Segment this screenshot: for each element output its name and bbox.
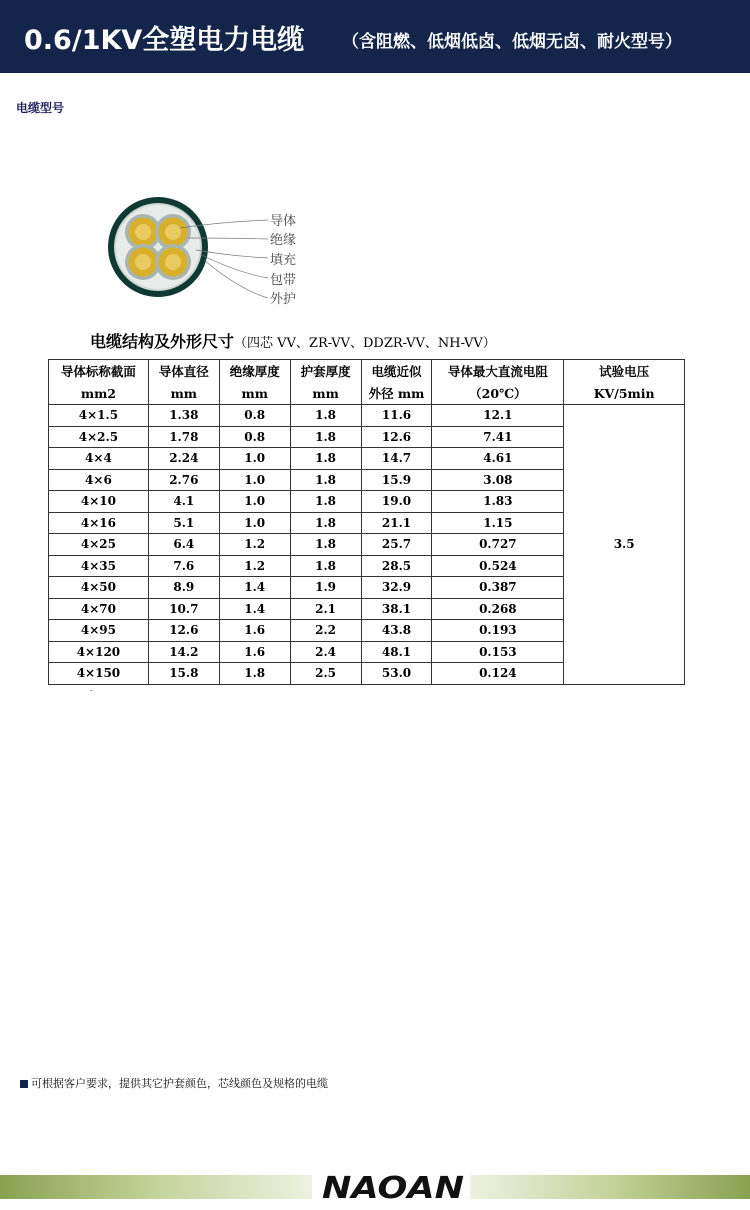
table-title-text: 电缆结构及外形尺寸 [90,332,235,351]
column-header: 绝缘厚度 [219,360,290,383]
footer-bar-right [470,1175,750,1199]
table-cell: 4×4 [49,448,149,470]
table-cell: 14.2 [148,641,219,663]
table-row [49,405,685,427]
diagram-label-insulation: 绝缘 [270,233,297,248]
table-cell: 4×1.5 [49,405,149,427]
footer-bar-left [0,1175,312,1199]
table-header-row [49,382,685,405]
diagram-label-conductor: 导体 [270,214,297,229]
table-cell: 0.727 [432,534,564,556]
table-cell: 1.8 [290,405,361,427]
table-cell: 4.61 [432,448,564,470]
brand-logo [318,1164,468,1208]
table-cell: 1.83 [432,491,564,513]
footnote [20,1075,328,1091]
column-header: mm2 [49,382,149,405]
table-cell: 11.6 [361,405,432,427]
table-cell: 1.8 [290,426,361,448]
table-cell: 3.08 [432,469,564,491]
table-cell: 7.6 [148,555,219,577]
table-cell: 0.387 [432,577,564,599]
page-header [0,0,750,73]
table-title [90,329,496,352]
table-cell: 4×35 [49,555,149,577]
bullet-square-icon [20,1080,28,1088]
table-cell: 1.8 [290,448,361,470]
table-cell: 21.1 [361,512,432,534]
table-cell: 19.0 [361,491,432,513]
table-cell: 1.0 [219,469,290,491]
table-cell: 1.2 [219,534,290,556]
table-cell: 4×16 [49,512,149,534]
column-header: 外径 mm [361,382,432,405]
table-cell: 28.5 [361,555,432,577]
table-cell: 2.5 [290,663,361,685]
table-cell: 4×150 [49,663,149,685]
test-voltage-cell: 3.5 [564,405,685,685]
table-cell: 0.268 [432,598,564,620]
column-header: 试验电压 [564,360,685,383]
table-cell: 4×2.5 [49,426,149,448]
column-header: 导体标称截面 [49,360,149,383]
page-subtitle: （含阻燃、低烟低卤、低烟无卤、耐火型号） [342,32,682,52]
table-cell: 1.4 [219,598,290,620]
table-cell: 4×120 [49,641,149,663]
table-cell: 4×6 [49,469,149,491]
table-models: （四芯 VV、ZR-VV、DDZR-VV、NH-VV） [234,336,496,351]
table-cell: 0.153 [432,641,564,663]
table-cell: 2.24 [148,448,219,470]
table-cell: 1.0 [219,448,290,470]
table-cell: 1.9 [290,577,361,599]
page-title: 0.6/1KV全塑电力电缆 [24,25,305,56]
table-cell: 0.8 [219,405,290,427]
diagram-label-tape: 包带 [270,273,297,288]
cable-cross-section-diagram [100,190,330,320]
column-header: （20℃） [432,382,564,405]
table-cell: 12.6 [361,426,432,448]
column-header: 护套厚度 [290,360,361,383]
table-cell: 0.524 [432,555,564,577]
table-cell: 2.2 [290,620,361,642]
table-cell: 6.4 [148,534,219,556]
diagram-label-filler: 填充 [270,253,297,268]
filler [116,205,200,289]
table-cell: 15.9 [361,469,432,491]
table-header [49,360,685,405]
table-body [49,405,685,685]
column-header: mm [219,382,290,405]
table-cell: 4×50 [49,577,149,599]
table-cell: 53.0 [361,663,432,685]
table-cell: 0.8 [219,426,290,448]
table-cell: 1.8 [290,534,361,556]
table-cell: 32.9 [361,577,432,599]
stray-dot [90,690,92,691]
table-cell: 48.1 [361,641,432,663]
column-header: KV/5min [564,382,685,405]
table-header-row [49,360,685,383]
table-cell: 7.41 [432,426,564,448]
table-cell: 8.9 [148,577,219,599]
column-header: mm [148,382,219,405]
table-cell: 1.2 [219,555,290,577]
column-header: 电缆近似 [361,360,432,383]
table-cell: 0.193 [432,620,564,642]
table-cell: 1.4 [219,577,290,599]
table-cell: 12.6 [148,620,219,642]
table-cell: 1.8 [290,555,361,577]
table-cell: 1.78 [148,426,219,448]
table-cell: 1.38 [148,405,219,427]
cable-spec-table [48,359,685,685]
table-cell: 38.1 [361,598,432,620]
column-header: 导体直径 [148,360,219,383]
table-cell: 12.1 [432,405,564,427]
table-cell: 1.8 [290,469,361,491]
table-cell: 1.6 [219,641,290,663]
table-cell: 1.0 [219,512,290,534]
table-cell: 15.8 [148,663,219,685]
table-cell: 43.8 [361,620,432,642]
table-cell: 2.4 [290,641,361,663]
table-cell: 1.8 [219,663,290,685]
table-cell: 25.7 [361,534,432,556]
section-label: 电缆型号 [16,101,65,115]
table-cell: 10.7 [148,598,219,620]
table-cell: 1.15 [432,512,564,534]
footnote-text: 可根据客户要求，提供其它护套颜色，芯线颜色及规格的电缆 [31,1077,328,1090]
table-cell: 4.1 [148,491,219,513]
table-cell: 14.7 [361,448,432,470]
table-cell: 5.1 [148,512,219,534]
table-cell: 1.0 [219,491,290,513]
table-cell: 1.8 [290,512,361,534]
diagram-label-sheath: 外护 [270,292,297,307]
table-cell: 4×10 [49,491,149,513]
table-cell: 2.76 [148,469,219,491]
table-cell: 4×70 [49,598,149,620]
table-cell: 4×95 [49,620,149,642]
column-header: 导体最大直流电阻 [432,360,564,383]
table-cell: 1.6 [219,620,290,642]
table-cell: 4×25 [49,534,149,556]
table-cell: 1.8 [290,491,361,513]
brand-logo-text: NAOAN [322,1171,464,1206]
table-cell: 0.124 [432,663,564,685]
table-cell: 2.1 [290,598,361,620]
column-header: mm [290,382,361,405]
